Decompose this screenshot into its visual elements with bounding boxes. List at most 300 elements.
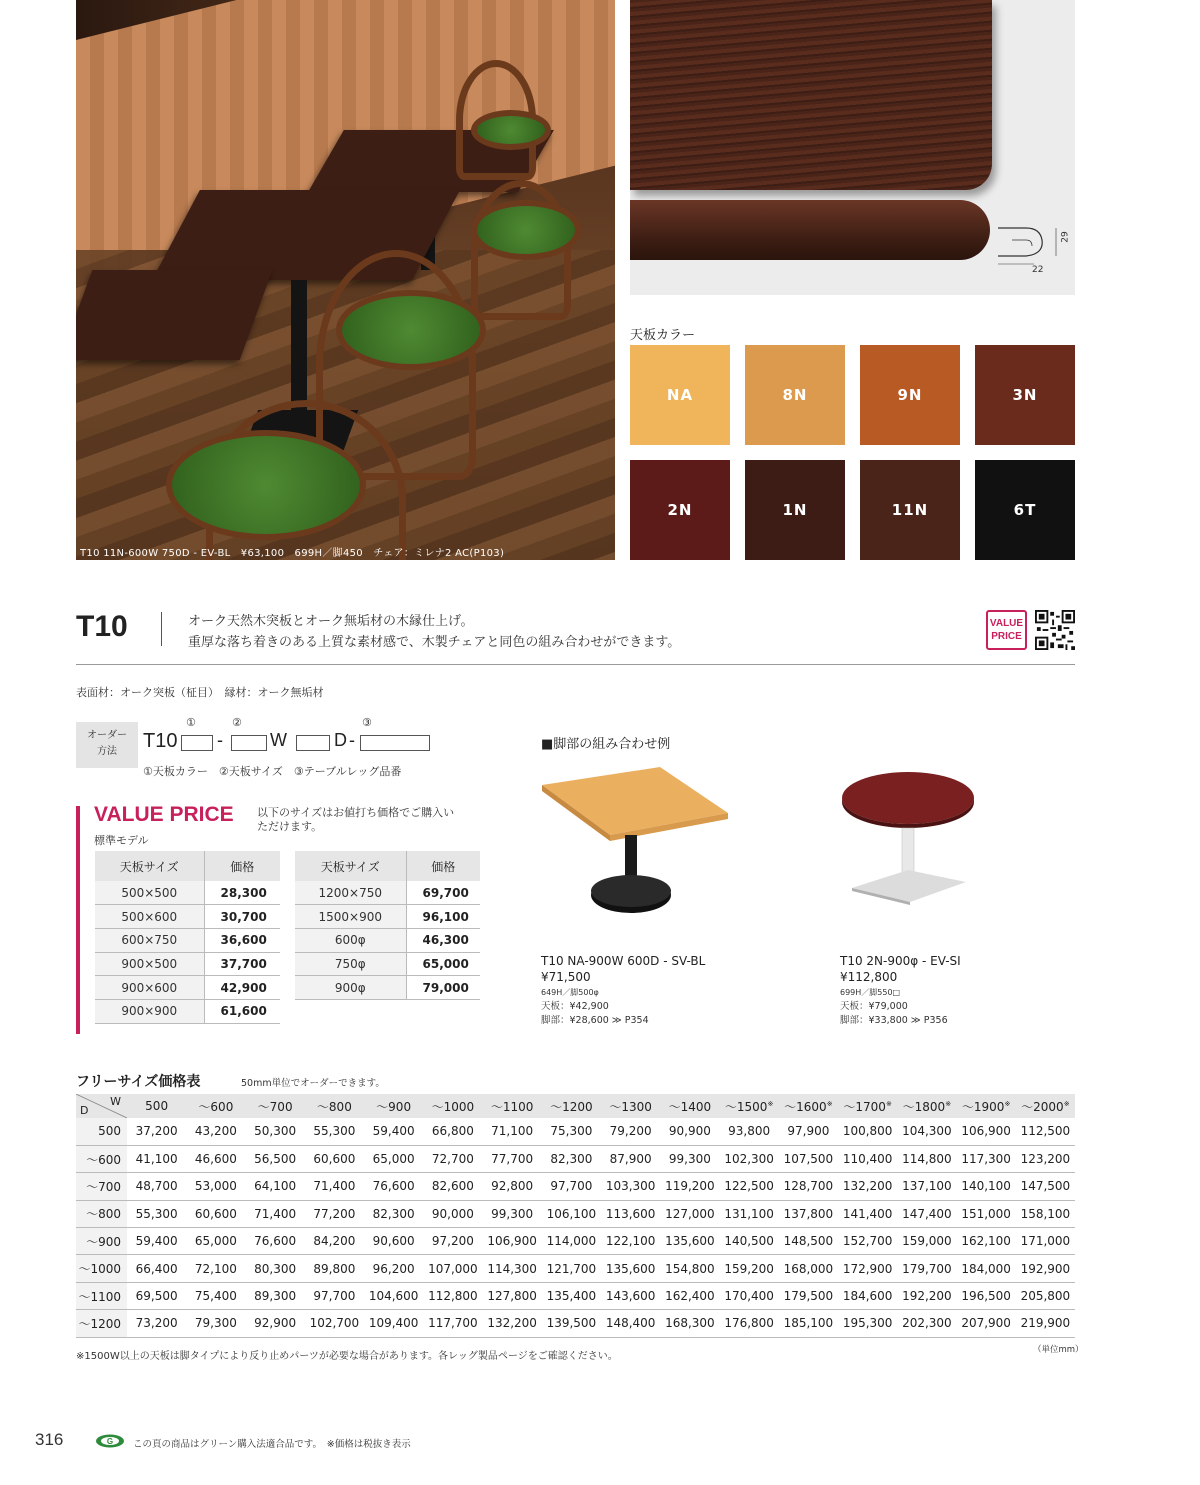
price-cell: 92,800 (483, 1173, 542, 1200)
price-cell: 107,500 (779, 1145, 838, 1172)
price-cell: 71,400 (305, 1173, 364, 1200)
price-cell: 114,800 (897, 1145, 956, 1172)
example-1-top-price: 天板：¥42,900 (541, 1001, 609, 1012)
price-cell: 97,900 (779, 1118, 838, 1145)
table-row (295, 976, 480, 1000)
divider (161, 612, 162, 646)
price-cell: 96,200 (364, 1255, 423, 1282)
example-2-name: T10 2N-900φ - EV-SI (840, 954, 961, 968)
size-cell: 600φ (295, 928, 406, 952)
price-cell: 82,300 (542, 1145, 601, 1172)
price-cell: 121,700 (542, 1255, 601, 1282)
col-header-width (779, 1094, 838, 1118)
col-header-mark: ※ (1004, 1099, 1011, 1108)
price-cell: 71,100 (483, 1118, 542, 1145)
price-cell: 112,500 (1016, 1118, 1075, 1145)
price-cell: 79,000 (406, 976, 480, 1000)
price-cell: 46,600 (186, 1145, 245, 1172)
value-price-table-left (95, 851, 280, 1024)
table-row (295, 881, 480, 905)
price-cell: 219,900 (1016, 1310, 1075, 1337)
table-row (295, 905, 480, 929)
price-cell: 30,700 (204, 905, 280, 929)
price-cell: 148,500 (779, 1228, 838, 1255)
swatch-2n[interactable] (630, 460, 730, 560)
price-cell: 37,700 (204, 952, 280, 976)
row-header-depth: ～1100 (76, 1282, 127, 1309)
price-cell: 76,600 (364, 1173, 423, 1200)
price-cell: 50,300 (246, 1118, 305, 1145)
swatch-11n[interactable] (860, 460, 960, 560)
col-header-label: ～1600 (784, 1099, 827, 1114)
order-blank-leg (360, 735, 430, 751)
col-header-width (127, 1094, 186, 1118)
order-dash-1: - (217, 730, 223, 750)
col-header-label: ～700 (257, 1099, 293, 1114)
size-cell: 900φ (295, 976, 406, 1000)
col-header-label: ～1800 (902, 1099, 946, 1114)
price-cell: 135,600 (660, 1228, 719, 1255)
table-row (76, 1310, 1075, 1337)
col-header-width (897, 1094, 956, 1118)
qr-code-icon[interactable] (1035, 610, 1075, 650)
price-cell: 61,600 (204, 999, 280, 1023)
price-cell: 71,400 (246, 1200, 305, 1227)
example-table-square-image (540, 765, 730, 925)
example-2-spec: 699H／脚550□ (840, 988, 901, 997)
col-header-width (186, 1094, 245, 1118)
row-header-depth: ～1000 (76, 1255, 127, 1282)
price-cell: 114,000 (542, 1228, 601, 1255)
price-cell: 158,100 (1016, 1200, 1075, 1227)
free-size-price-table (76, 1094, 1075, 1338)
free-size-note: 50mm単位でオーダーできます。 (241, 1078, 385, 1089)
table-row (76, 1228, 1075, 1255)
value-price-title: VALUE PRICE (94, 803, 234, 826)
col-header-label: 500 (145, 1099, 169, 1113)
col-header-size: 天板サイズ (95, 851, 204, 881)
order-num-2: ② (232, 716, 242, 729)
price-cell: 117,300 (957, 1145, 1016, 1172)
price-cell: 97,700 (542, 1173, 601, 1200)
corner-w-label: W (110, 1095, 121, 1108)
price-cell: 53,000 (186, 1173, 245, 1200)
swatch-code: 11N (891, 501, 929, 519)
price-cell: 140,100 (957, 1173, 1016, 1200)
price-cell: 103,300 (601, 1173, 660, 1200)
price-cell: 84,200 (305, 1228, 364, 1255)
table-row (76, 1173, 1075, 1200)
price-cell: 171,000 (1016, 1228, 1075, 1255)
price-cell: 127,800 (483, 1282, 542, 1309)
corner-d-label: D (80, 1104, 89, 1117)
price-cell: 207,900 (957, 1310, 1016, 1337)
price-cell: 65,000 (406, 952, 480, 976)
table-row (95, 976, 280, 1000)
col-header-label: ～900 (376, 1099, 412, 1114)
price-cell: 154,800 (660, 1255, 719, 1282)
price-cell: 79,200 (601, 1118, 660, 1145)
price-cell: 170,400 (720, 1282, 779, 1309)
order-d: D (334, 730, 347, 750)
order-label-line-2: 方法 (97, 746, 117, 757)
price-cell: 152,700 (838, 1228, 897, 1255)
price-cell: 151,000 (957, 1200, 1016, 1227)
col-header-mark: ※ (826, 1099, 833, 1108)
price-cell: 195,300 (838, 1310, 897, 1337)
price-cell: 102,700 (305, 1310, 364, 1337)
table-row (76, 1145, 1075, 1172)
col-header-width (542, 1094, 601, 1118)
price-cell: 185,100 (779, 1310, 838, 1337)
order-label-line-1: オーダー (87, 730, 127, 741)
table-row (76, 1200, 1075, 1227)
price-cell: 137,800 (779, 1200, 838, 1227)
price-cell: 137,100 (897, 1173, 956, 1200)
price-cell: 42,900 (204, 976, 280, 1000)
price-cell: 48,700 (127, 1173, 186, 1200)
price-cell: 168,000 (779, 1255, 838, 1282)
order-legend: ①天板カラー ②天板サイズ ③テーブルレッグ品番 (143, 765, 402, 778)
example-2-leg-price: 脚部：¥33,800 ≫ P356 (840, 1015, 948, 1026)
col-header-mark: ※ (1063, 1099, 1070, 1108)
edge-profile-diagram (990, 210, 1070, 280)
footer-text: この頁の商品はグリーン購入法適合品です。 ※価格は税抜き表示 (133, 1439, 411, 1450)
price-cell: 148,400 (601, 1310, 660, 1337)
value-price-subtitle: 標準モデル (94, 834, 149, 847)
size-cell: 600×750 (95, 928, 204, 952)
col-header-label: ～800 (316, 1099, 352, 1114)
price-cell: 110,400 (838, 1145, 897, 1172)
example-2-top-price: 天板：¥79,000 (840, 1001, 908, 1012)
price-cell: 106,900 (957, 1118, 1016, 1145)
price-cell: 141,400 (838, 1200, 897, 1227)
swatch-code: NA (666, 386, 694, 404)
swatch-9n[interactable] (860, 345, 960, 445)
price-cell: 143,600 (601, 1282, 660, 1309)
price-cell: 102,300 (720, 1145, 779, 1172)
price-cell: 72,700 (423, 1145, 482, 1172)
price-cell: 99,300 (660, 1145, 719, 1172)
badge-line-2: PRICE (991, 631, 1022, 642)
price-cell: 37,200 (127, 1118, 186, 1145)
col-header-price: 価格 (204, 851, 280, 881)
price-cell: 128,700 (779, 1173, 838, 1200)
price-cell: 122,100 (601, 1228, 660, 1255)
col-header-width (1016, 1094, 1075, 1118)
col-header-width (483, 1094, 542, 1118)
example-1-details (541, 986, 649, 1028)
price-cell: 184,600 (838, 1282, 897, 1309)
order-blank-depth (296, 735, 330, 751)
price-cell: 122,500 (720, 1173, 779, 1200)
col-header-width (838, 1094, 897, 1118)
price-cell: 192,200 (897, 1282, 956, 1309)
price-cell: 179,700 (897, 1255, 956, 1282)
price-cell: 46,300 (406, 928, 480, 952)
price-cell: 59,400 (127, 1228, 186, 1255)
price-cell: 55,300 (127, 1200, 186, 1227)
table-row (95, 905, 280, 929)
price-cell: 77,700 (483, 1145, 542, 1172)
price-cell: 113,600 (601, 1200, 660, 1227)
size-cell: 900×600 (95, 976, 204, 1000)
order-blank-color (181, 735, 213, 751)
price-cell: 64,100 (246, 1173, 305, 1200)
price-cell: 79,300 (186, 1310, 245, 1337)
price-cell: 66,800 (423, 1118, 482, 1145)
price-cell: 109,400 (364, 1310, 423, 1337)
price-cell: 72,100 (186, 1255, 245, 1282)
wood-closeup-image (630, 0, 1075, 295)
size-cell: 1200×750 (295, 881, 406, 905)
col-header-mark: ※ (767, 1099, 774, 1108)
price-cell: 90,000 (423, 1200, 482, 1227)
example-1-name: T10 NA-900W 600D - SV-BL (541, 954, 706, 968)
price-cell: 104,600 (364, 1282, 423, 1309)
price-cell: 41,100 (127, 1145, 186, 1172)
col-header-width (246, 1094, 305, 1118)
price-cell: 93,800 (720, 1118, 779, 1145)
price-cell: 132,200 (483, 1310, 542, 1337)
price-cell: 139,500 (542, 1310, 601, 1337)
swatch-code: 6T (1013, 501, 1037, 519)
row-header-depth: ～600 (76, 1145, 127, 1172)
swatch-title: 天板カラー (630, 328, 696, 343)
price-cell: 162,400 (660, 1282, 719, 1309)
price-cell: 112,800 (423, 1282, 482, 1309)
price-cell: 132,200 (838, 1173, 897, 1200)
size-cell: 500×500 (95, 881, 204, 905)
price-cell: 77,200 (305, 1200, 364, 1227)
price-cell: 104,300 (897, 1118, 956, 1145)
price-cell: 196,500 (957, 1282, 1016, 1309)
table-row (76, 1282, 1075, 1309)
price-cell: 87,900 (601, 1145, 660, 1172)
price-cell: 55,300 (305, 1118, 364, 1145)
col-header-mark: ※ (885, 1099, 892, 1108)
price-cell: 106,900 (483, 1228, 542, 1255)
col-header-width (423, 1094, 482, 1118)
value-price-note: 以下のサイズはお値打ち価格でご購入いただけます。 (257, 806, 455, 833)
order-w: W (270, 730, 287, 750)
price-cell: 80,300 (246, 1255, 305, 1282)
table-row (95, 881, 280, 905)
price-cell: 69,700 (406, 881, 480, 905)
swatch-6t[interactable] (975, 460, 1075, 560)
header-rule (76, 664, 1075, 665)
price-cell: 65,000 (364, 1145, 423, 1172)
price-cell: 56,500 (246, 1145, 305, 1172)
row-header-depth: ～1200 (76, 1310, 127, 1337)
example-1-leg-price: 脚部：¥28,600 ≫ P354 (541, 1015, 649, 1026)
col-header-mark: ※ (945, 1099, 952, 1108)
col-header-label: ～1400 (668, 1099, 712, 1114)
price-cell: 99,300 (483, 1200, 542, 1227)
order-code-prefix: T10 (143, 730, 178, 752)
material-info: 表面材：オーク突板（柾目） 縁材：オーク無垢材 (76, 686, 324, 699)
price-cell: 75,400 (186, 1282, 245, 1309)
price-cell: 162,100 (957, 1228, 1016, 1255)
price-cell: 179,500 (779, 1282, 838, 1309)
swatch-8n[interactable] (745, 345, 845, 445)
swatch-code: 9N (897, 386, 923, 404)
price-cell: 117,700 (423, 1310, 482, 1337)
price-cell: 135,600 (601, 1255, 660, 1282)
price-cell: 90,600 (364, 1228, 423, 1255)
price-cell: 66,400 (127, 1255, 186, 1282)
dim-height: 29 (1060, 231, 1071, 243)
col-header-label: ～1300 (609, 1099, 652, 1114)
table-row (95, 928, 280, 952)
table-row (295, 952, 480, 976)
dim-width: 22 (1032, 265, 1044, 275)
col-header-width (601, 1094, 660, 1118)
price-cell: 76,600 (246, 1228, 305, 1255)
row-header-depth: 500 (76, 1118, 127, 1145)
price-cell: 90,900 (660, 1118, 719, 1145)
price-cell: 73,200 (127, 1310, 186, 1337)
order-dash-2: - (349, 730, 355, 750)
price-cell: 36,600 (204, 928, 280, 952)
row-header-depth: ～900 (76, 1228, 127, 1255)
price-cell: 100,800 (838, 1118, 897, 1145)
price-cell: 60,600 (305, 1145, 364, 1172)
swatch-na[interactable] (630, 345, 730, 445)
row-header-depth: ～800 (76, 1200, 127, 1227)
free-size-title: フリーサイズ価格表 (76, 1074, 201, 1090)
price-cell: 69,500 (127, 1282, 186, 1309)
value-price-badge (986, 610, 1027, 650)
price-cell: 135,400 (542, 1282, 601, 1309)
col-header-width (957, 1094, 1016, 1118)
table-row (95, 999, 280, 1023)
price-cell: 176,800 (720, 1310, 779, 1337)
price-cell: 147,400 (897, 1200, 956, 1227)
col-header-label: ～1700 (843, 1099, 886, 1114)
description-line-1: オーク天然木突板とオーク無垢材の木縁仕上げ。 (188, 614, 474, 629)
order-num-1: ① (186, 716, 196, 729)
col-header-label: ～1200 (550, 1099, 593, 1114)
size-cell: 750φ (295, 952, 406, 976)
table-row (295, 928, 480, 952)
col-header-width (364, 1094, 423, 1118)
row-header-depth: ～700 (76, 1173, 127, 1200)
swatch-code: 2N (667, 501, 693, 519)
table-row (95, 952, 280, 976)
price-cell: 97,200 (423, 1228, 482, 1255)
price-cell: 192,900 (1016, 1255, 1075, 1282)
price-cell: 43,200 (186, 1118, 245, 1145)
example-2-price: ¥112,800 (840, 970, 898, 984)
price-cell: 96,100 (406, 905, 480, 929)
price-cell: 92,900 (246, 1310, 305, 1337)
price-cell: 59,400 (364, 1118, 423, 1145)
price-cell: 89,300 (246, 1282, 305, 1309)
hero-photo (76, 0, 615, 560)
price-cell: 184,000 (957, 1255, 1016, 1282)
price-cell: 159,200 (720, 1255, 779, 1282)
price-cell: 159,000 (897, 1228, 956, 1255)
price-cell: 106,100 (542, 1200, 601, 1227)
corner-cell (76, 1094, 127, 1118)
price-cell: 140,500 (720, 1228, 779, 1255)
swatch-code: 1N (782, 501, 808, 519)
swatch-code: 8N (782, 386, 808, 404)
example-table-round-image (840, 770, 980, 905)
page-number: 316 (35, 1430, 64, 1449)
price-cell: 123,200 (1016, 1145, 1075, 1172)
free-size-footnote: ※1500W以上の天板は脚タイプにより反り止めパーツが必要な場合があります。各レッグ製品ページをご確認ください。 (76, 1351, 618, 1362)
col-header-label: ～1500 (724, 1099, 768, 1114)
price-cell: 127,000 (660, 1200, 719, 1227)
value-price-accent-bar (76, 806, 80, 1034)
swatch-3n[interactable] (975, 345, 1075, 445)
price-cell: 28,300 (204, 881, 280, 905)
col-header-label: ～600 (198, 1099, 234, 1114)
table-row (76, 1255, 1075, 1282)
col-header-price: 価格 (406, 851, 480, 881)
col-header-width (660, 1094, 719, 1118)
table-row (76, 1118, 1075, 1145)
price-cell: 60,600 (186, 1200, 245, 1227)
order-blank-width (231, 735, 267, 751)
col-header-width (720, 1094, 779, 1118)
price-cell: 65,000 (186, 1228, 245, 1255)
description-line-2: 重厚な落ち着きのある上質な素材感で、木製チェアと同色の組み合わせができます。 (188, 635, 681, 650)
price-cell: 168,300 (660, 1310, 719, 1337)
unit-note: （単位mm） (1033, 1345, 1084, 1355)
green-purchase-logo-icon (95, 1434, 125, 1448)
leg-examples-title: ■脚部の組み合わせ例 (541, 737, 671, 752)
price-cell: 82,600 (423, 1173, 482, 1200)
swatch-1n[interactable] (745, 460, 845, 560)
example-2-details (840, 986, 948, 1028)
order-num-3: ③ (362, 716, 372, 729)
size-cell: 900×900 (95, 999, 204, 1023)
swatch-code: 3N (1012, 386, 1038, 404)
price-cell: 82,300 (364, 1200, 423, 1227)
model-name: T10 (76, 610, 128, 643)
col-header-label: ～2000 (1021, 1099, 1064, 1114)
col-header-label: ～1900 (961, 1099, 1005, 1114)
size-cell: 900×500 (95, 952, 204, 976)
price-cell: 97,700 (305, 1282, 364, 1309)
price-cell: 147,500 (1016, 1173, 1075, 1200)
price-cell: 107,000 (423, 1255, 482, 1282)
order-method-label (76, 722, 138, 768)
example-1-price: ¥71,500 (541, 970, 591, 984)
price-cell: 131,100 (720, 1200, 779, 1227)
col-header-label: ～1100 (490, 1099, 534, 1114)
size-cell: 1500×900 (295, 905, 406, 929)
green-logo-letter: G (106, 1437, 114, 1446)
col-header-width (305, 1094, 364, 1118)
price-cell: 205,800 (1016, 1282, 1075, 1309)
value-price-table-right (295, 851, 480, 1000)
price-cell: 114,300 (483, 1255, 542, 1282)
price-cell: 89,800 (305, 1255, 364, 1282)
price-cell: 202,300 (897, 1310, 956, 1337)
price-cell: 172,900 (838, 1255, 897, 1282)
size-cell: 500×600 (95, 905, 204, 929)
col-header-size: 天板サイズ (295, 851, 406, 881)
price-cell: 119,200 (660, 1173, 719, 1200)
price-cell: 75,300 (542, 1118, 601, 1145)
example-1-spec: 649H／脚500φ (541, 988, 599, 997)
photo-caption: T10 11N-600W 750D - EV-BL ¥63,100 699H／脚450 チェア：ミレナ2 AC(P103) (80, 548, 505, 559)
badge-line-1: VALUE (989, 618, 1024, 629)
